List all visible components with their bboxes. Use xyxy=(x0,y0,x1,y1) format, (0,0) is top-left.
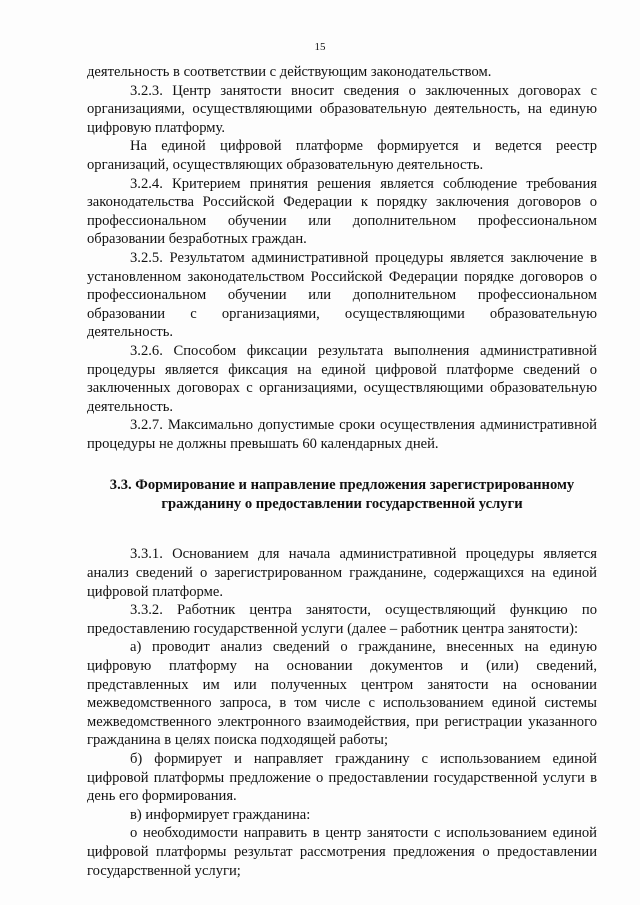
document-body xyxy=(87,63,597,880)
paragraph: 3.2.6. Способом фиксации результата выполнения административной процедуры является фиксация на единой цифровой платформе сведений о заключенных договорах с организациями, осуществляющими образовательную деятельность. xyxy=(87,342,597,415)
section-heading: 3.3. Формирование и направление предложения зарегистрированному гражданину о предоставлении государственной услуги xyxy=(109,477,575,513)
paragraph: 3.3.2. Работник центра занятости, осуществляющий функцию по предоставлению государственной услуги (далее – работник центра занятости): xyxy=(87,602,597,637)
paragraph: На единой цифровой платформе формируется и ведется реестр организаций, осуществляющих образовательную деятельность. xyxy=(87,138,597,173)
paragraph: 3.2.7. Максимально допустимые сроки осуществления административной процедуры не должны превышать 60 календарных дней. xyxy=(87,417,597,452)
paragraph: деятельность в соответствии с действующим законодательством. xyxy=(87,64,492,80)
paragraph: 3.2.4. Критерием принятия решения является соблюдение требования законодательства Российской Федерации к порядку заключения договоров о профессиональном обучении или дополнительном профессиональном образовании безработных граждан. xyxy=(87,175,597,248)
paragraph: о необходимости направить в центр занятости с использованием единой цифровой платформы результат рассмотрения предложения о предоставлении государственной услуги; xyxy=(87,825,597,879)
paragraph: 3.3.1. Основанием для начала административной процедуры является анализ сведений о зарегистрированном гражданине, содержащихся на единой цифровой платформе. xyxy=(87,546,597,600)
paragraph: в) информирует гражданина: xyxy=(130,806,311,823)
paragraph: 3.2.5. Результатом административной процедуры является заключение в установленном законодательством Российской Федерации порядке договоров о профессиональном обучении или дополнительном профессиональном образовании с организациями, осуществляющими образовательную деятельность. xyxy=(87,249,597,341)
paragraph: а) проводит анализ сведений о гражданине, внесенных на единую цифровую платформу на основании документов и (или) сведений, представленных им или полученных центром занятости на основании межведомственного запроса, в том числе с использованием единой системы межведомственного электронного взаимодействия, при регистрации указанного гражданина в целях поиска подходящей работы; xyxy=(87,639,597,749)
paragraph: б) формирует и направляет гражданину с использованием единой цифровой платформы предложение о предоставлении государственной услуги в день его формирования. xyxy=(87,751,597,805)
page-number: 15 xyxy=(314,41,326,53)
paragraph: 3.2.3. Центр занятости вносит сведения о заключенных договорах с организациями, осуществляющими образовательную деятельность, на единую цифровую платформу. xyxy=(87,82,597,136)
